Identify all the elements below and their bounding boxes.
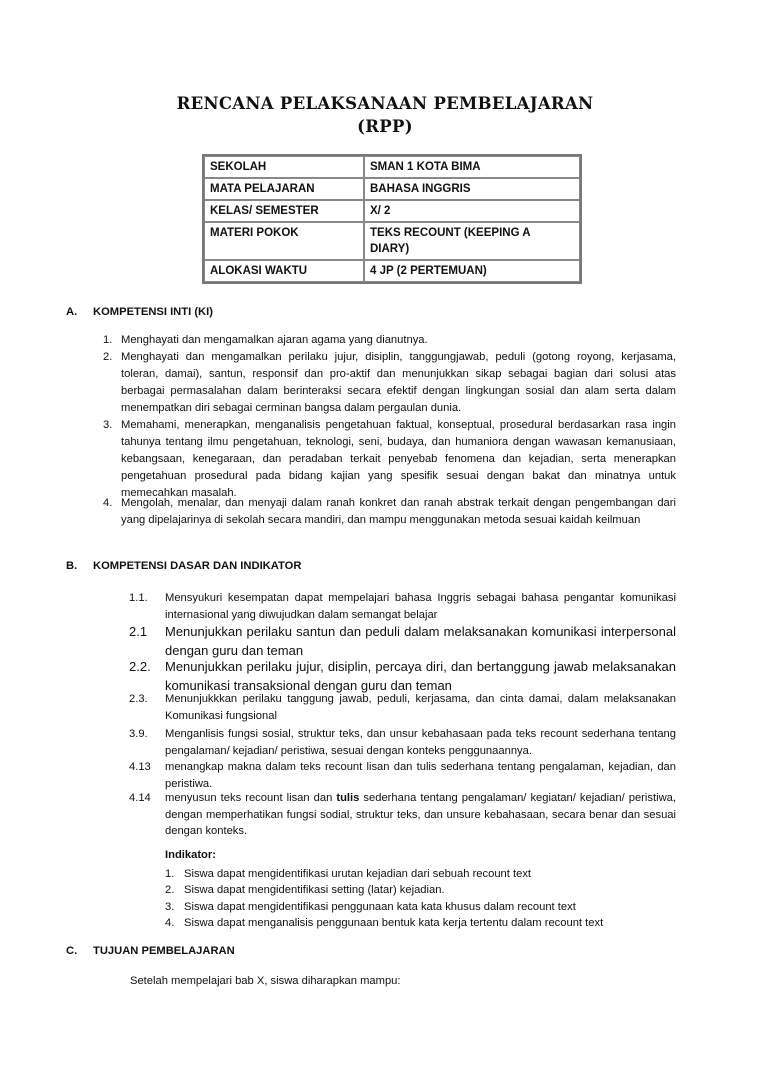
item-number: 4.: [103, 497, 113, 509]
section-letter: A.: [66, 306, 78, 318]
cell-value: 4 JP (2 PERTEMUAN): [364, 260, 580, 282]
list-item: [129, 691, 676, 724]
list-item: [129, 657, 676, 695]
list-item: [129, 622, 676, 660]
item-number: 4.: [165, 917, 175, 929]
cell-label: MATA PELAJARAN: [204, 178, 364, 200]
cell-label: SEKOLAH: [204, 156, 364, 178]
section-b-heading: [66, 560, 301, 572]
item-text: Menghayati dan mengamalkan perilaku jujur, disiplin, tanggungjawab, peduli (gotong royong, kerjasama, toleran, damai), santun, responsif dan pro-aktif dan menunjukkan sikap sebagai bagian dari solusi atas berbagai permasalahan dalam berinteraksi secara efektif dengan lingkungan sosial dan alam serta dalam menempatkan diri sebagai cerminan bangsa dalam pergaulan dunia.: [121, 351, 676, 414]
list-item: [103, 349, 676, 417]
item-text: sederhana tentang pengalaman/ kegiatan/ kejadian/ peristiwa, dengan memperhatikan fungsi sodial, struktur teks, dan unsure kebahasaan, secara benar dan sesuai dengan konteks.: [165, 792, 676, 837]
table-row: [204, 260, 580, 282]
section-a-heading: [66, 306, 213, 318]
section-c-intro: Setelah mempelajari bab X, siswa diharapkan mampu:: [130, 975, 401, 987]
item-text: Menghayati dan mengamalkan ajaran agama yang dianutnya.: [121, 334, 428, 346]
item-text: menangkap makna dalam teks recount lisan dan tulis sederhana tentang pengalaman, kejadian, dan peristiwa.: [165, 761, 676, 790]
list-item: [165, 866, 674, 883]
item-number: 2.3.: [129, 693, 148, 705]
list-item: [103, 332, 676, 349]
item-text: menyusun teks recount lisan dan: [165, 792, 337, 804]
list-item: [165, 915, 674, 932]
item-text: Siswa dapat mengidentifikasi setting (latar) kejadian.: [184, 884, 445, 896]
table-row: [204, 178, 580, 200]
item-text: Siswa dapat menganalisis penggunaan bentuk kata kerja tertentu dalam recount text: [184, 917, 604, 929]
item-text: Menganlisis fungsi sosial, struktur teks, dan unsur kebahasaan pada teks recount sederhana tentang pengalaman/ kejadian/ peristiwa, sesuai dengan konteks penggunaannya.: [165, 728, 676, 757]
item-text: Siswa dapat mengidentifikasi penggunaan kata kata khusus dalam recount text: [184, 901, 576, 913]
list-item: [129, 759, 676, 792]
cell-label: KELAS/ SEMESTER: [204, 200, 364, 222]
list-item: [103, 417, 676, 502]
list-item: [129, 790, 676, 840]
item-number: 1.: [165, 868, 175, 880]
item-text: Siswa dapat mengidentifikasi urutan kejadian dari sebuah recount text: [184, 868, 532, 880]
section-title: KOMPETENSI DASAR DAN INDIKATOR: [93, 560, 302, 572]
indikator-heading: Indikator:: [165, 849, 216, 861]
table-row: [204, 222, 580, 260]
item-number: 2.: [103, 351, 113, 363]
cell-value: BAHASA INGGRIS: [364, 178, 580, 200]
item-number: 2.1: [129, 624, 148, 639]
list-item: [129, 726, 676, 759]
section-title: TUJUAN PEMBELAJARAN: [93, 945, 235, 957]
item-text-bold: tulis: [336, 792, 360, 804]
list-item: [103, 495, 676, 529]
list-item: [165, 899, 674, 916]
cell-label: MATERI POKOK: [204, 222, 364, 260]
item-number: 1.1.: [129, 592, 148, 604]
item-text: Memahami, menerapkan, menganalisis pengetahuan faktual, konseptual, prosedural berdasarkan rasa ingin tahunya tentang ilmu pengetahuan, teknologi, seni, budaya, dan humaniora dengan wawasan kemanusiaan, kebangsaan, kenegaraan, dan peradaban terkait penyebab fenomena dan kejadian, serta menerapkan pengetahuan prosedural pada bidang kajian yang spesifik sesuai dengan bakat dan minatnya untuk memecahkan masalah.: [121, 419, 676, 499]
item-text: Mengolah, menalar, dan menyaji dalam ranah konkret dan ranah abstrak terkait dengan pengembangan dari yang dipelajarinya di sekolah secara mandiri, dan mampu menggunakan metoda sesuai kaidah keilmuan: [121, 497, 676, 526]
document-subtitle: (RPP): [357, 117, 413, 136]
info-table: [202, 154, 582, 284]
item-number: 4.13: [129, 761, 151, 773]
item-number: 2.: [165, 884, 175, 896]
item-number: 2.2.: [129, 659, 151, 674]
section-letter: B.: [66, 560, 78, 572]
section-letter: C.: [66, 945, 78, 957]
cell-label: ALOKASI WAKTU: [204, 260, 364, 282]
document-title: RENCANA PELAKSANAAN PEMBELAJARAN: [176, 94, 594, 113]
cell-value: SMAN 1 KOTA BIMA: [364, 156, 580, 178]
cell-value: X/ 2: [364, 200, 580, 222]
table-row: [204, 200, 580, 222]
list-item: [165, 882, 674, 899]
item-number: 3.: [103, 419, 113, 431]
section-title: KOMPETENSI INTI (KI): [93, 306, 213, 318]
item-text: Menunjukkan perilaku jujur, disiplin, percaya diri, dan bertanggung jawab melaksanakan komunikasi transaksional dengan guru dan teman: [165, 659, 676, 693]
cell-value: TEKS RECOUNT (KEEPING A DIARY): [364, 222, 580, 260]
item-number: 3.9.: [129, 728, 148, 740]
list-item: [129, 590, 676, 623]
item-text: Mensyukuri kesempatan dapat mempelajari bahasa Inggris sebagai bahasa pengantar komunikasi internasional yang diwujudkan dalam semangat belajar: [165, 592, 676, 621]
item-number: 4.14: [129, 792, 151, 804]
item-text: Menunjukkan perilaku santun dan peduli dalam melaksanakan komunikasi interpersonal dengan guru dan teman: [165, 624, 676, 658]
item-number: 1.: [103, 334, 113, 346]
item-number: 3.: [165, 901, 175, 913]
item-text: Menunjukkkan perilaku tanggung jawab, peduli, kerjasama, dan cinta damai, dalam melaksanakan Komunikasi fungsional: [165, 693, 676, 722]
section-c-heading: [66, 945, 235, 957]
table-row: [204, 156, 580, 178]
